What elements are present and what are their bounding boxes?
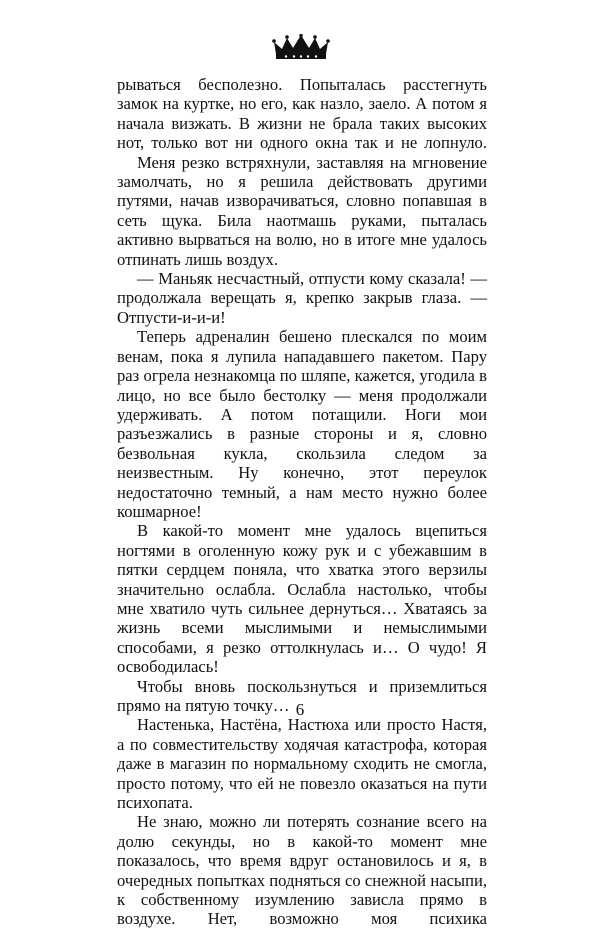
paragraph: — Маньяк несчастный, отпусти кому сказала! — продолжала верещать я, крепко закрыв глаза. — Отпусти-и-и-и! [117,269,487,327]
paragraph: Не знаю, можно ли потерять сознание всего на долю секунды, но в какой-то момент мне показалось, что время вдруг остановилось и я, в очередных попытках подняться со снежной насыпи, к собственному изумлению зависла прямо в воздухе. Нет, возможно моя психика [117,812,487,929]
paragraph: Теперь адреналин бешено плескался по моим венам, пока я лупила нападавшего пакетом. Пару раз огрела незнакомца по шляпе, кажется, угодила в лицо, но все было бестолку — меня продолжали удерживать. А потом потащили. Ноги мои разъезжались в разные стороны и я, словно безвольная кукла, скользила следом за неизвестным. Ну конечно, этот переулок недостаточно темный, а нам место нужно более кошмарное! [117,327,487,521]
paragraph: Настенька, Настёна, Настюха или просто Настя, а по совместительству ходячая катастрофа, которая даже в магазин по нормальному сходить не смогла, просто потому, что ей не повезло оказаться на пути психопата. [117,715,487,813]
paragraph: Чтобы вновь поскользнуться и приземлиться прямо на пятую точку… [117,676,487,715]
body-text [117,75,487,929]
crown-icon [272,34,330,62]
paragraph: Меня резко встряхнули, заставляя на мгновение замолчать, но я решила действовать другими путями, начав изворачиваться, словно попавшая в сеть щука. Била наотмашь руками, пыталась активно вырваться на волю, но в итоге мне удалось отпинать лишь воздух. [117,152,487,269]
paragraph: рываться бесполезно. Попыталась расстегнуть замок на куртке, но его, как назло, заело. А потом я начала визжать. В жизни не брала таких высоких нот, только вот ни одного окна так и не лопнуло. [117,75,487,153]
paragraph: В какой-то момент мне удалось вцепиться ногтями в оголенную кожу рук и с убежавшим в пятки сердцем поняла, что хватка этого верзилы значительно ослабла. Ослабла настолько, чтобы мне хватило чуть сильнее дернуться… Хватаясь за жизнь всеми мыслимыми и немыслимыми способами, я резко оттолкнулась и… О чудо! Я освободилась! [117,521,487,677]
page-number: 6 [295,700,305,719]
